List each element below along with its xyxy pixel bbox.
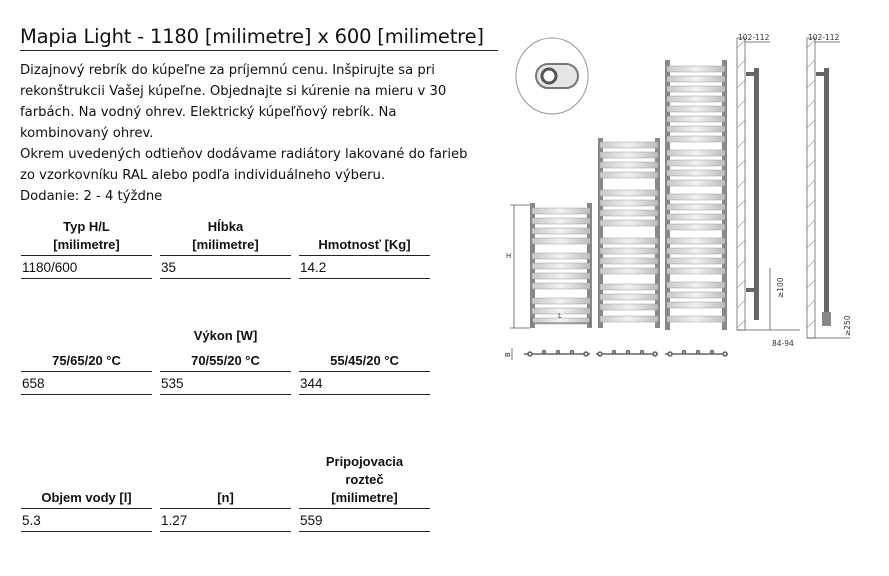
radiator-medium-icon	[598, 138, 660, 328]
technical-drawing	[500, 28, 870, 368]
spec-value: 5.3	[21, 509, 152, 532]
dim-250-label: ≥250	[843, 315, 852, 336]
valve-detail-icon	[516, 38, 588, 114]
spec-n	[160, 489, 291, 532]
dim-h-label: H	[506, 252, 512, 260]
spec-value: 1180/600	[21, 256, 152, 279]
spec-power-55	[299, 352, 430, 395]
side-view-1-icon	[737, 38, 800, 330]
spec-value: 535	[160, 372, 291, 395]
description-line: farbách. Na vodný ohrev. Elektrický kúpeľňový rebrík. Na	[20, 105, 397, 120]
page-title: Mapia Light - 1180 [milimetre] x 600 [milimetre]	[20, 25, 484, 48]
spec-header: 75/65/20 °C	[21, 352, 152, 372]
spec-value: 35	[160, 256, 291, 279]
description-line: Dizajnový rebrík do kúpeľne za príjemnú cenu. Inšpirujte sa pri	[20, 63, 435, 78]
spec-header: Objem vody [l]	[21, 489, 152, 509]
spec-value: 658	[21, 372, 152, 395]
spec-header: Pripojovacia rozteč [milimetre]	[299, 453, 430, 509]
description-line: rekonštrukcii Vašej kúpeľne. Objednajte si kúrenie na mieru v 30	[20, 84, 447, 99]
spec-header: 70/55/20 °C	[160, 352, 291, 372]
description-line: Okrem uvedených odtieňov dodávame radiátory lakované do farieb	[20, 147, 468, 162]
top-view-icon	[524, 351, 728, 357]
spec-connection-spacing	[299, 453, 430, 532]
description-line: zo vzorkovníku RAL alebo podľa individuálneho výberu.	[20, 168, 386, 183]
spec-weight	[299, 218, 430, 279]
dim-b-label: B	[504, 352, 512, 357]
radiator-tall-icon	[665, 60, 727, 330]
product-description	[20, 60, 500, 207]
spec-header: Typ H/L [milimetre]	[21, 218, 152, 256]
spec-power-70	[160, 352, 291, 395]
dim-100-label: ≥100	[776, 277, 785, 298]
side-view-2-icon	[807, 38, 850, 338]
spec-header: Hĺbka [milimetre]	[160, 218, 291, 256]
spec-depth	[160, 218, 291, 279]
title-divider	[20, 50, 498, 51]
description-line: Dodanie: 2 - 4 týždne	[20, 189, 163, 204]
spec-value: 559	[299, 509, 430, 532]
radiator-small-icon	[530, 203, 592, 328]
spec-header: [n]	[160, 489, 291, 509]
dim-84-label: 84-94	[772, 339, 794, 348]
power-label: Výkon [W]	[193, 328, 258, 343]
spec-header: 55/45/20 °C	[299, 352, 430, 372]
spec-header: Hmotnosť [Kg]	[299, 218, 430, 256]
spec-type	[21, 218, 152, 279]
dim-l-label: L	[558, 312, 562, 320]
spec-value: 1.27	[160, 509, 291, 532]
dim-top-1-label: 102-112	[738, 33, 770, 42]
spec-value: 14.2	[299, 256, 430, 279]
dim-top-2-label: 102-112	[808, 33, 840, 42]
spec-value: 344	[299, 372, 430, 395]
spec-water-volume	[21, 489, 152, 532]
description-line: kombinovaný ohrev.	[20, 126, 154, 141]
spec-power-75	[21, 352, 152, 395]
